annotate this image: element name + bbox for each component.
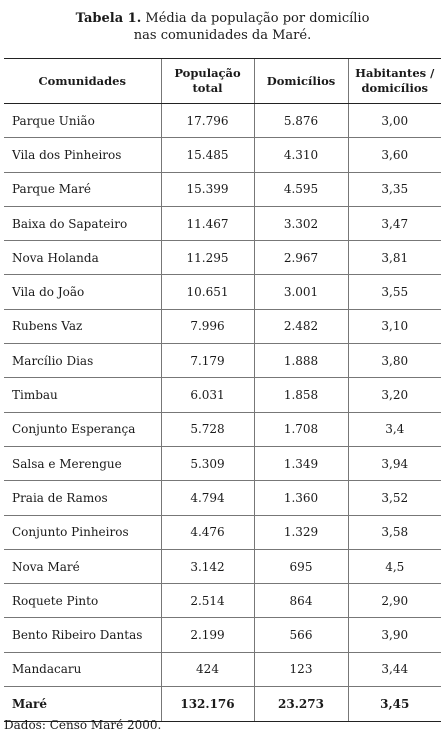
households-cell: 3.001 [254,275,348,309]
households-cell: 123 [254,652,348,686]
caption-label: Tabela 1. [75,11,142,26]
table-row [4,275,441,309]
table-caption [0,0,445,42]
households-cell: 695 [254,549,348,583]
community-name: Parque Maré [4,172,161,206]
population-cell: 6.031 [161,378,254,412]
community-name: Timbau [4,378,161,412]
ratio-cell: 3,90 [348,618,441,652]
community-name: Baixa do Sapateiro [4,206,161,240]
total-name: Maré [4,687,161,722]
households-cell: 1.708 [254,412,348,446]
population-cell: 15.399 [161,172,254,206]
households-cell: 3.302 [254,206,348,240]
header-habitantes-line1: Habitantes / [355,66,435,80]
total-row [4,687,441,722]
population-cell: 15.485 [161,138,254,172]
table-row [4,206,441,240]
households-cell: 1.888 [254,344,348,378]
ratio-cell: 4,5 [348,549,441,583]
population-cell: 2.199 [161,618,254,652]
ratio-cell: 3,47 [348,206,441,240]
population-cell: 424 [161,652,254,686]
ratio-cell: 3,80 [348,344,441,378]
table-body [4,104,441,722]
total-population: 132.176 [161,687,254,722]
population-cell: 5.309 [161,446,254,480]
population-cell: 3.142 [161,549,254,583]
households-cell: 4.595 [254,172,348,206]
population-cell: 11.467 [161,206,254,240]
households-cell: 1.329 [254,515,348,549]
community-name: Nova Maré [4,549,161,583]
table-row [4,652,441,686]
population-cell: 7.179 [161,344,254,378]
ratio-cell: 3,52 [348,481,441,515]
households-cell: 1.858 [254,378,348,412]
population-cell: 4.794 [161,481,254,515]
community-name: Mandacaru [4,652,161,686]
community-name: Conjunto Pinheiros [4,515,161,549]
community-name: Vila dos Pinheiros [4,138,161,172]
table-row [4,549,441,583]
table-row [4,618,441,652]
ratio-cell: 3,44 [348,652,441,686]
table-row [4,515,441,549]
households-cell: 5.876 [254,104,348,138]
table-row [4,584,441,618]
header-habitantes-line2: domicílios [361,81,428,95]
table-row [4,172,441,206]
population-cell: 5.728 [161,412,254,446]
header-habitantes [348,59,441,104]
header-populacao-line1: População [174,66,241,80]
community-name: Vila do João [4,275,161,309]
households-cell: 1.360 [254,481,348,515]
households-cell: 1.349 [254,446,348,480]
households-cell: 2.482 [254,309,348,343]
community-name: Roquete Pinto [4,584,161,618]
population-cell: 7.996 [161,309,254,343]
ratio-cell: 3,4 [348,412,441,446]
table-row [4,309,441,343]
population-table [4,58,441,722]
households-cell: 566 [254,618,348,652]
community-name: Bento Ribeiro Dantas [4,618,161,652]
table-row [4,412,441,446]
community-name: Conjunto Esperança [4,412,161,446]
ratio-cell: 3,81 [348,241,441,275]
caption-title-line2: nas comunidades da Maré. [133,28,312,43]
table-header [4,59,441,104]
header-comunidades: Comunidades [4,59,161,104]
table-row [4,481,441,515]
population-cell: 10.651 [161,275,254,309]
source-note: Dados: Censo Maré 2000. [4,718,162,732]
community-name: Parque União [4,104,161,138]
community-name: Salsa e Merengue [4,446,161,480]
header-row [4,59,441,104]
community-name: Marcílio Dias [4,344,161,378]
caption-title-line1: Média da população por domicílio [145,11,370,26]
population-cell: 17.796 [161,104,254,138]
community-name: Rubens Vaz [4,309,161,343]
households-cell: 2.967 [254,241,348,275]
ratio-cell: 3,35 [348,172,441,206]
population-cell: 11.295 [161,241,254,275]
population-cell: 2.514 [161,584,254,618]
table-row [4,344,441,378]
community-name: Nova Holanda [4,241,161,275]
header-populacao-line2: total [192,81,223,95]
households-cell: 4.310 [254,138,348,172]
ratio-cell: 3,10 [348,309,441,343]
header-populacao [161,59,254,104]
table-row [4,104,441,138]
header-domicilios: Domicílios [254,59,348,104]
community-name: Praia de Ramos [4,481,161,515]
table-row [4,138,441,172]
ratio-cell: 3,55 [348,275,441,309]
households-cell: 864 [254,584,348,618]
ratio-cell: 3,20 [348,378,441,412]
population-cell: 4.476 [161,515,254,549]
ratio-cell: 3,60 [348,138,441,172]
ratio-cell: 3,00 [348,104,441,138]
total-households: 23.273 [254,687,348,722]
table-row [4,446,441,480]
table-row [4,241,441,275]
table-row [4,378,441,412]
ratio-cell: 3,58 [348,515,441,549]
total-ratio: 3,45 [348,687,441,722]
ratio-cell: 3,94 [348,446,441,480]
ratio-cell: 2,90 [348,584,441,618]
